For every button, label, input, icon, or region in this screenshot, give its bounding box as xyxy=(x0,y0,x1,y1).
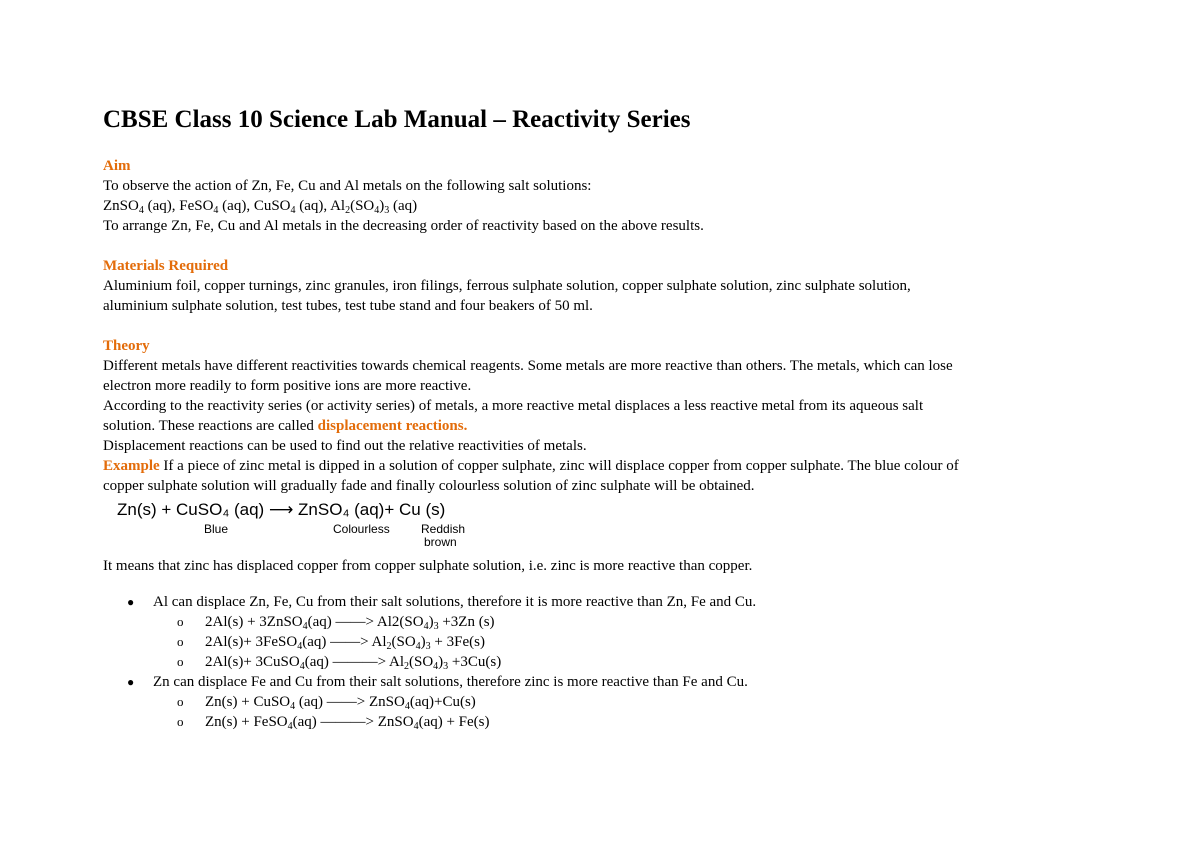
materials-line-2: aluminium sulphate solution, test tubes, test tube stand and four beakers of 50 ml. xyxy=(103,298,593,314)
formula-text: ) xyxy=(438,654,444,670)
formula-subscript: 4 xyxy=(213,205,219,216)
reaction-item xyxy=(103,652,1103,672)
page-title: CBSE Class 10 Science Lab Manual – Reactivity Series xyxy=(103,106,691,133)
formula-subscript: 3 xyxy=(425,641,431,652)
formula-text: 2Al(s)+ 3CuSO xyxy=(205,654,300,670)
theory-p2-a: According to the reactivity series (or activity series) of metals, a more reactive metal displaces a less reactive metal from its aqueous salt xyxy=(103,398,924,414)
formula-text: (aq) ——> Al xyxy=(302,634,387,650)
circle-bullet-icon: o xyxy=(177,634,184,649)
displacement-reactions-term: displacement reactions. xyxy=(317,418,468,434)
example-text-a: If a piece of zinc metal is dipped in a solution of copper sulphate, zinc will displace copper from copper sulphate. The blue colour of xyxy=(159,458,959,474)
zinc-reactions xyxy=(103,692,1103,732)
formula-subscript: 4 xyxy=(415,641,421,652)
reaction-zn-feso4 xyxy=(205,714,490,730)
theory-heading: Theory xyxy=(103,338,150,354)
formula-subscript: 4 xyxy=(404,701,410,712)
aim-heading: Aim xyxy=(103,158,131,174)
equation-figure xyxy=(103,498,1103,552)
formula-text: Zn(s) + FeSO xyxy=(205,714,288,730)
formula-text: + 3Fe(s) xyxy=(430,634,485,650)
circle-bullet-icon: o xyxy=(177,614,184,629)
reaction-item xyxy=(103,712,1103,732)
document-content xyxy=(103,104,1103,732)
reaction-bullet-list xyxy=(103,592,1103,732)
theory-p3: Displacement reactions can be used to find out the relative reactivities of metals. xyxy=(103,438,587,454)
example-label: Example xyxy=(103,458,160,474)
aim-salts-line xyxy=(103,196,1103,216)
formula-text: (aq) ———> ZnSO xyxy=(292,714,414,730)
circle-bullet-icon: o xyxy=(177,654,184,669)
formula-subscript: 4 xyxy=(374,205,380,216)
formula-text: +3Cu(s) xyxy=(448,654,502,670)
formula-text: (aq) ——> ZnSO xyxy=(295,694,405,710)
formula-text: (aq) ——> Al2(SO xyxy=(307,614,424,630)
example-line-b: copper sulphate solution will gradually fade and finally colourless solution of zinc sulphate will be obtained. xyxy=(103,478,755,494)
formula-text: (aq) xyxy=(389,198,418,214)
formula-subscript: 4 xyxy=(138,205,144,216)
bullet-dot-icon: ● xyxy=(127,675,135,689)
reaction-item xyxy=(103,612,1103,632)
formula-subscript: 4 xyxy=(290,205,296,216)
formula-subscript: 4 xyxy=(299,661,305,672)
aim-line-1: To observe the action of Zn, Fe, Cu and Al metals on the following salt solutions: xyxy=(103,178,592,194)
formula-text: (SO xyxy=(391,634,416,650)
bullet-aluminium xyxy=(103,592,1103,612)
theory-p1-b: electron more readily to form positive ions are more reactive. xyxy=(103,378,472,394)
reaction-zn-cuso4 xyxy=(205,694,476,710)
formula-subscript: 3 xyxy=(384,205,390,216)
formula-text: (aq) ———> Al xyxy=(304,654,404,670)
formula-text: (aq), Al xyxy=(295,198,346,214)
bullet-aluminium-text: Al can displace Zn, Fe, Cu from their salt solutions, therefore it is more reactive than Zn, Fe and Cu. xyxy=(153,594,757,610)
formula-text: (SO xyxy=(409,654,434,670)
theory-p2-b-text: solution. These reactions are called xyxy=(103,418,318,434)
theory-p2-b xyxy=(103,416,1103,436)
equation-label-colourless: Colourless xyxy=(333,522,390,536)
aluminium-reactions xyxy=(103,612,1103,672)
formula-text: ) xyxy=(379,198,385,214)
theory-p1-a: Different metals have different reactivities towards chemical reagents. Some metals are more reactive than others. The metals, which can lose xyxy=(103,358,953,374)
formula-text: +3Zn (s) xyxy=(438,614,495,630)
reaction-item xyxy=(103,692,1103,712)
bullet-zinc xyxy=(103,672,1103,692)
formula-text: (SO xyxy=(350,198,375,214)
equation-label-blue: Blue xyxy=(204,522,229,536)
materials-heading: Materials Required xyxy=(103,258,229,274)
circle-bullet-icon: o xyxy=(177,714,184,729)
formula-subscript: 2 xyxy=(404,661,409,672)
conclusion-line: It means that zinc has displaced copper from copper sulphate solution, i.e. zinc is more reactive than copper. xyxy=(103,558,753,574)
formula-text: (aq)+Cu(s) xyxy=(409,694,476,710)
circle-bullet-icon: o xyxy=(177,694,184,709)
reaction-item xyxy=(103,632,1103,652)
reaction-al-znso4 xyxy=(205,614,495,630)
formula-subscript: 4 xyxy=(423,621,429,632)
formula-text: Zn(s) + CuSO xyxy=(205,694,291,710)
formula-text: ) xyxy=(420,634,426,650)
reaction-al-feso4 xyxy=(205,634,485,650)
formula-text: 2Al(s) + 3ZnSO xyxy=(205,614,303,630)
formula-subscript: 2 xyxy=(345,205,351,216)
formula-subscript: 3 xyxy=(443,661,449,672)
formula-subscript: 4 xyxy=(413,721,419,732)
formula-subscript: 3 xyxy=(433,621,439,632)
formula-text: (aq) + Fe(s) xyxy=(418,714,490,730)
bullet-dot-icon: ● xyxy=(127,595,135,609)
formula-subscript: 4 xyxy=(433,661,439,672)
aim-line-3: To arrange Zn, Fe, Cu and Al metals in the decreasing order of reactivity based on the above results. xyxy=(103,218,704,234)
formula-subscript: 4 xyxy=(302,621,308,632)
formula-subscript: 4 xyxy=(290,701,296,712)
equation-label-reddish: Reddish xyxy=(421,522,466,536)
formula-text: (aq), CuSO xyxy=(218,198,291,214)
equation-label-brown: brown xyxy=(424,535,457,549)
formula-text: 2Al(s)+ 3FeSO xyxy=(205,634,298,650)
reaction-al-cuso4 xyxy=(205,654,501,670)
example-line-a xyxy=(103,456,1103,476)
formula-text: ZnSO xyxy=(103,198,139,214)
bullet-zinc-text: Zn can displace Fe and Cu from their salt solutions, therefore zinc is more reactive than Fe and Cu. xyxy=(153,674,748,690)
formula-subscript: 4 xyxy=(297,641,303,652)
formula-text: (aq), FeSO xyxy=(143,198,214,214)
formula-subscript: 4 xyxy=(287,721,293,732)
formula-subscript: 2 xyxy=(386,641,392,652)
formula-text: ) xyxy=(428,614,434,630)
materials-line-1: Aluminium foil, copper turnings, zinc granules, iron filings, ferrous sulphate solution, copper sulphate solution, zinc sulphate solution, xyxy=(103,278,911,294)
equation-main: Zn(s) + CuSO₄ (aq) ⟶ ZnSO₄ (aq)+ Cu (s) xyxy=(117,500,446,519)
